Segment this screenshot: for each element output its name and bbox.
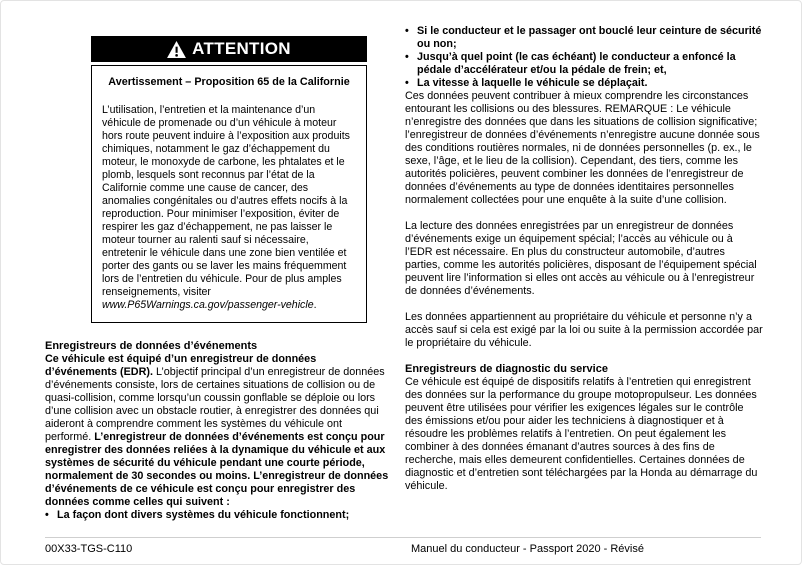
bullet-marker: • (405, 25, 409, 37)
warning-body-box (91, 65, 367, 323)
warning-body-text: L’utilisation, l’entretien et la maintenance d’un véhicule de promenade ou d’un véhicule à moteur hors route peuvent induire à l’exposition aux produits chimiques, notamment le gaz d’échappement du moteur, le monoxyde de carbone, les phtalates et le plomb, lesquels sont reconnus par l’état de la Californie comme une cause de cancer, des anomalies congénitales ou d’autres effets nocifs à la reproduction. Pour minimiser l’exposition, éviter de respirer les gaz d’échappement, ne pas laisser le moteur tourner au ralenti sauf si nécessaire, entretenir le véhicule dans une zone bien ventilée et porter des gants ou se laver les mains fréquemment lors de l’entretien du véhicule. Pour de plus amples renseignements, visiter (102, 104, 350, 298)
bullet-text: La vitesse à laquelle le véhicule se déplaçait. (417, 77, 648, 89)
edr-lead-bold: Ce véhicule est équipé d’un enregistreur de données d’événements (EDR). (45, 353, 317, 378)
right-column (405, 25, 763, 493)
list-item (405, 51, 763, 77)
prop65-warning-box (91, 36, 367, 323)
service-paragraph: Ce véhicule est équipé de dispositifs relatifs à l’entretien qui enregistrent des données sur la performance du groupe motopropulseur. Les données peuvent être utilisées pour vérifier les exigences légales sur le contrôle des émissions et/ou pour aider les techniciens à diagnostiquer et à résoudre les problèmes relatifs à l’entretien. On peut également les combiner à des données émanant d’autres sources à des fins de recherche, mais elles demeurent confidentielles. Certaines données de diagnostic et d’entretien sont téléchargées par la Honda au démarrage du véhicule. (405, 376, 758, 492)
warning-triangle-icon (167, 41, 186, 58)
footer-part-number: 00X33-TGS-C110 (45, 543, 133, 555)
edr-section-heading: Enregistreurs de données d’événements (45, 340, 258, 352)
edr-body-bold: L’enregistreur de données d’événements est conçu pour enregistrer des données reliées à la dynamique du véhicule et aux systèmes de sécurité du véhicule pendant une courte période, normalement de 30 secondes ou moins. L’enregistreur de données d’événements de ce véhicule est conçu pour enregistrer des données comme celles qui suivent : (45, 431, 389, 508)
bullet-marker: • (405, 51, 409, 63)
warning-url-text: www.P65Warnings.ca.gov/passenger-vehicle (102, 299, 314, 311)
list-item (45, 509, 389, 522)
warning-title: Avertissement – Proposition 65 de la Californie (108, 76, 350, 88)
attention-header-bar (91, 36, 367, 62)
service-section-heading: Enregistreurs de diagnostic du service (405, 363, 608, 375)
list-item (405, 77, 763, 90)
list-item (405, 25, 763, 51)
bullet-text: La façon dont divers systèmes du véhicule fonctionnent; (57, 509, 350, 521)
warning-body (102, 104, 356, 312)
left-column (45, 36, 389, 522)
bullet-text: Si le conducteur et le passager ont bouclé leur ceinture de sécurité ou non; (417, 25, 762, 50)
paragraph: Ces données peuvent contribuer à mieux comprendre les circonstances entourant les collisions ou des blessures. REMARQUE : Le véhicule n’enregistre des données que dans les situations de collision significative; l’enregistreur de données d’événements n’enregistre aucune donnée sous des conditions routières normales, ni de données personnelles (p. ex., le sexe, l’âge, et le lieu de la collision). Cependant, des tiers, comme les autorités policières, peuvent combiner les données de l’enregistreur de données d’événements au type de données identitaires personnelles normalement collectées pour une enquête à la suite d’une collision. (405, 90, 760, 206)
edr-paragraph (45, 353, 389, 509)
paragraph: Les données appartiennent au propriétaire du véhicule et personne n’y a accès sauf si cela est exigé par la loi ou suite à la permission accordée par le propriétaire du véhicule. (405, 311, 763, 349)
attention-label: ATTENTION (192, 39, 291, 58)
bullet-marker: • (45, 509, 49, 521)
edr-body-regular: L’objectif principal d’un enregistreur de données d’événements consiste, lors de certaines situations de collision ou de quasi-collision, comme lorsqu’un coussin gonflable se déploie ou lors d’une collision avec un obstacle routier, à enregistrer des données qui aideront à comprendre comment les systèmes du véhicule ont performé. (45, 366, 385, 443)
footer-manual-title: Manuel du conducteur - Passport 2020 - Révisé (411, 543, 644, 555)
paragraph: La lecture des données enregistrées par un enregistreur de données d’événements exige un équipement spécial; l’accès au véhicule ou à l’EDR est nécessaire. En plus du constructeur automobile, d’autres parties, comme les autorités policières, disposant de l’équipement spécial peuvent lire l’information si elles ont accès au véhicule ou à l’enregistreur de données d’événements. (405, 220, 757, 297)
bullet-text: Jusqu’à quel point (le cas échéant) le conducteur a enfoncé la pédale d’accélérateur et/ou la pédale de frein; et, (417, 51, 736, 76)
bullet-marker: • (405, 77, 409, 89)
warning-body-suffix: . (313, 299, 317, 311)
footer-divider (45, 537, 761, 538)
